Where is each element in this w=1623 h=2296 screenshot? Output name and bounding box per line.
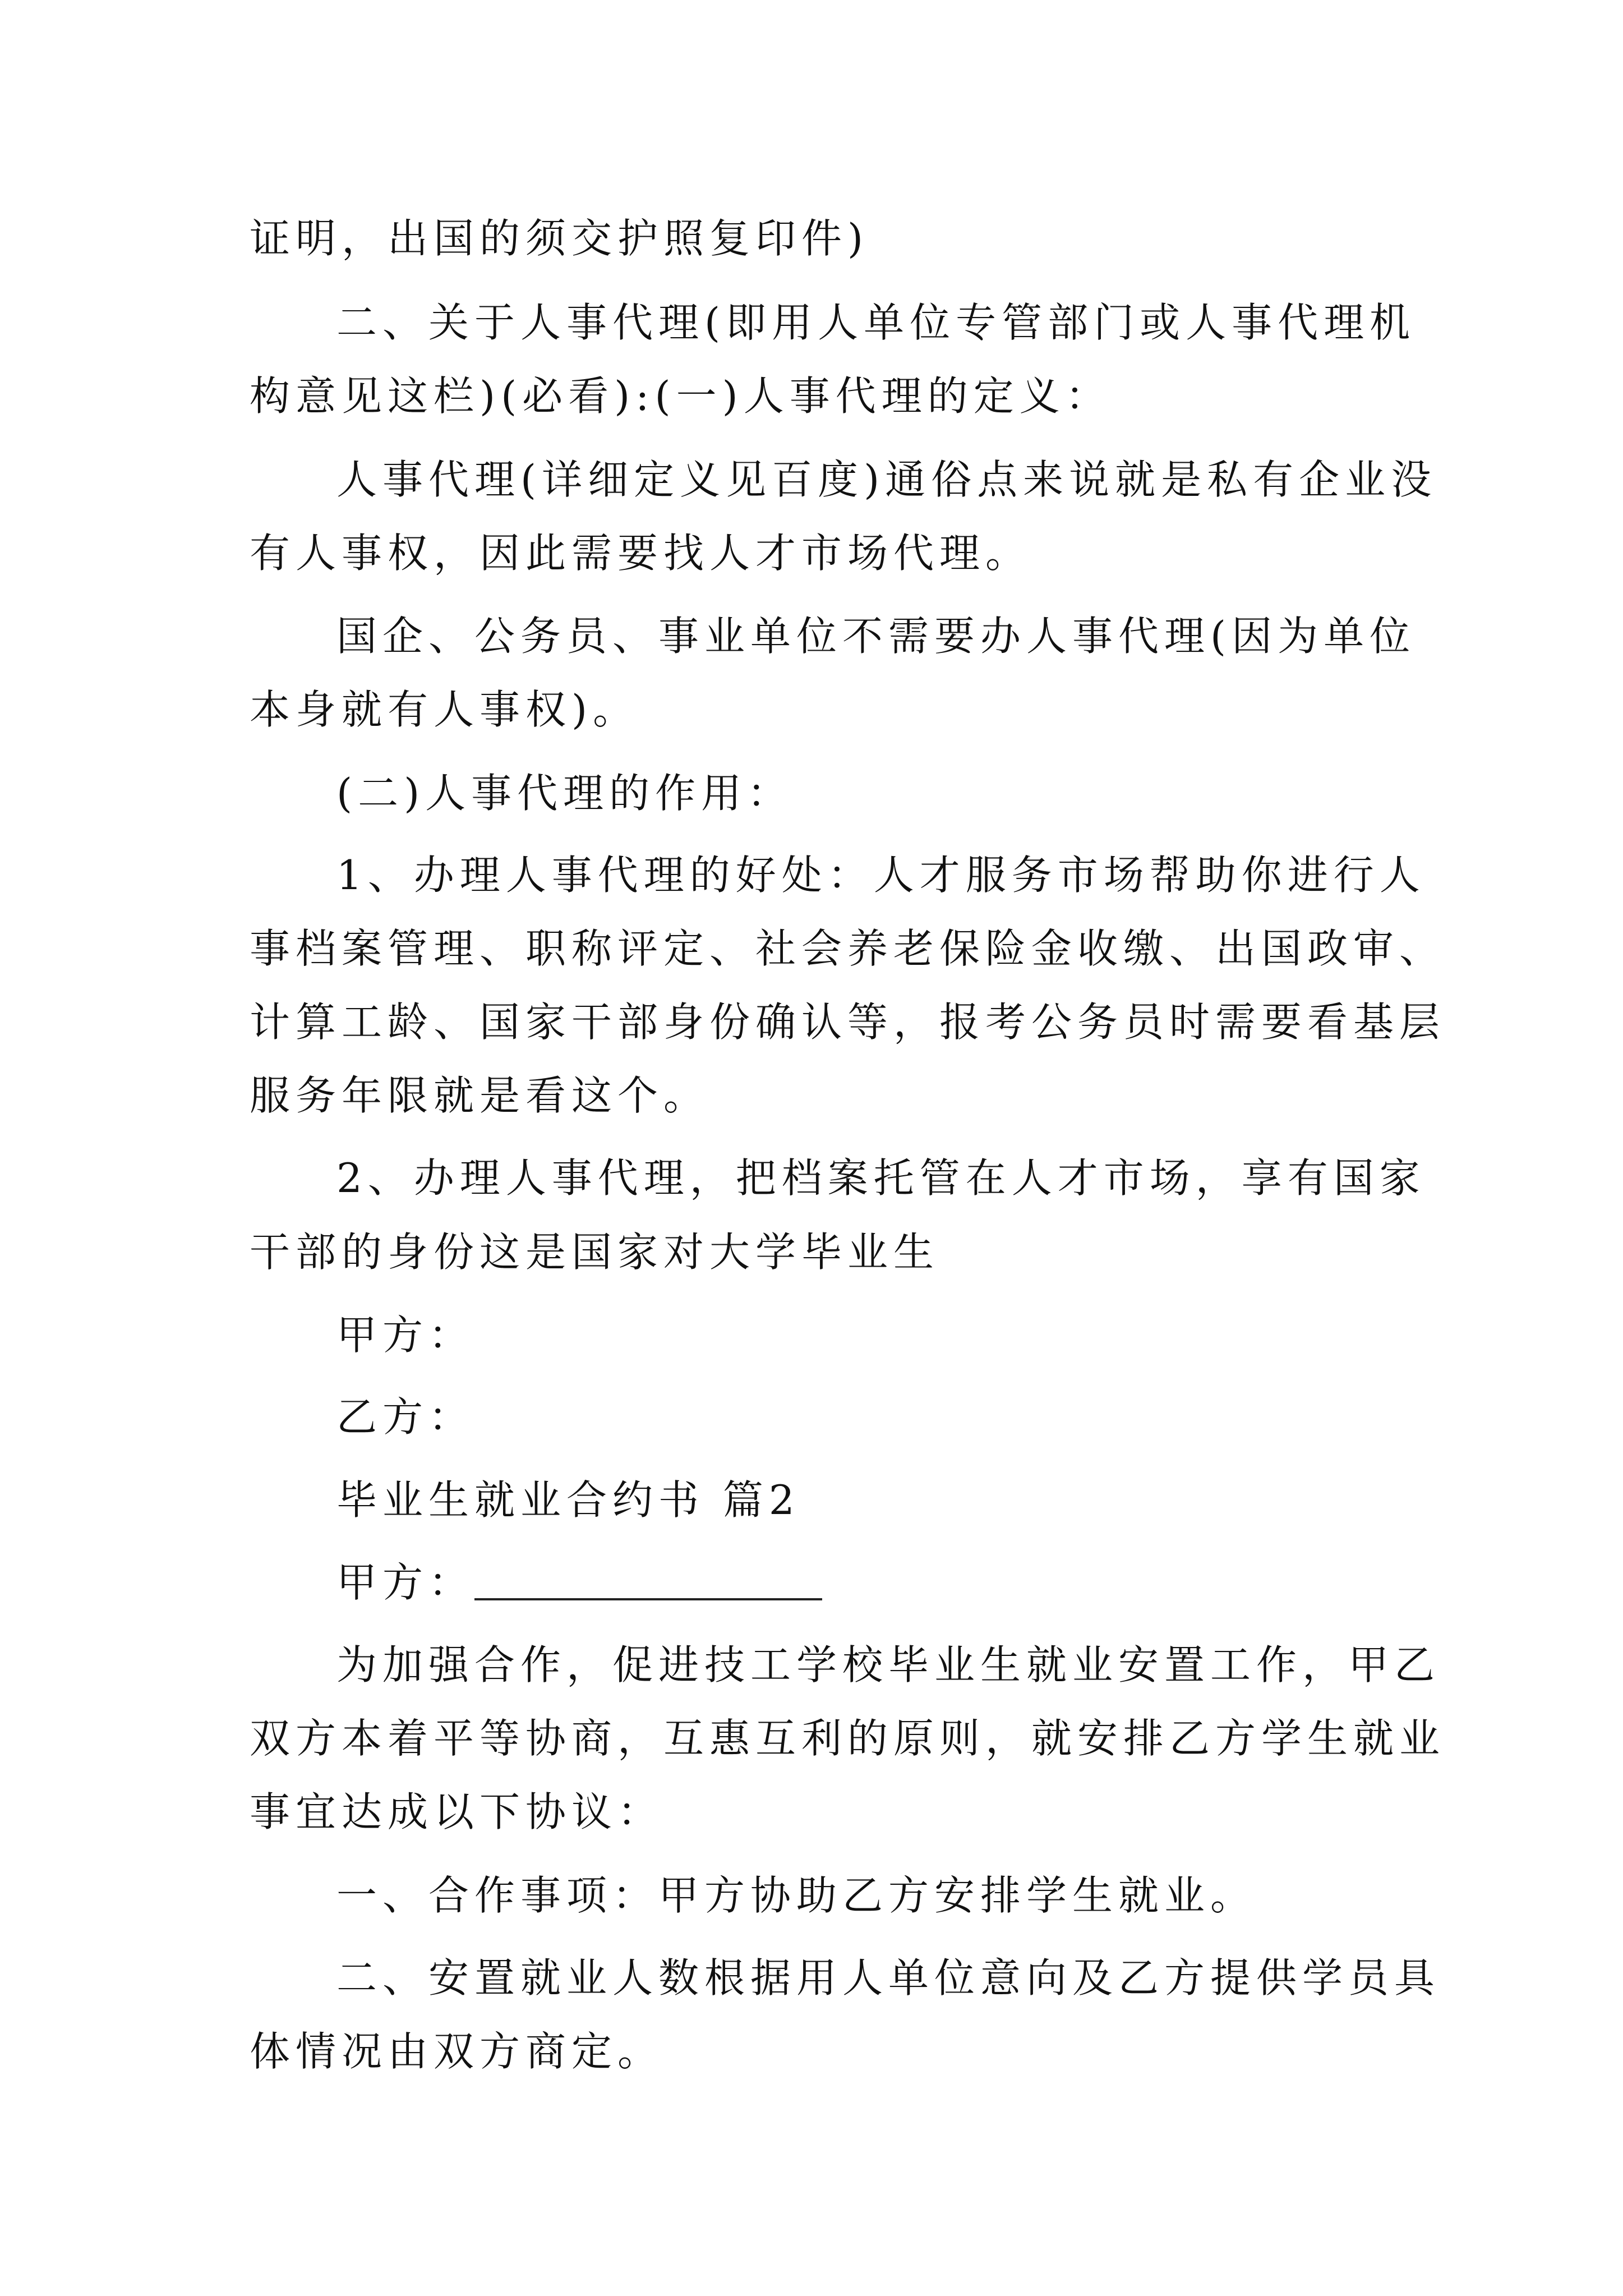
text-line: 本身就有人事权)。 [250,686,639,733]
text-line: 二、安置就业人数根据用人单位意向及乙方提供学员具 [336,1954,1441,2001]
party-a-label: 甲方： [336,1559,475,1606]
text-line: 服务年限就是看这个。 [250,1072,710,1119]
text-line: 干部的身份这是国家对大学毕业生 [250,1228,940,1276]
text-line: 构意见这栏)(必看):(一)人事代理的定义： [250,372,1112,420]
text-line: 事档案管理、职称评定、社会养老保险金收缴、出国政审、 [250,925,1446,972]
text-line: 双方本着平等协商，互惠互利的原则，就安排乙方学生就业 [250,1715,1446,1762]
party-a-blank [474,1598,822,1600]
text-line: 1、办理人事代理的好处：人才服务市场帮助你进行人 [336,852,1426,899]
text-line: 乙方： [336,1393,475,1441]
text-line: 有人事权，因此需要找人才市场代理。 [250,530,1032,577]
text-line: (二)人事代理的作用： [336,770,794,817]
text-line: 甲方： [336,1312,475,1359]
party-a-field [336,1554,822,1611]
text-line: 为加强合作，促进技工学校毕业生就业安置工作，甲乙 [336,1641,1441,1688]
text-line: 计算工龄、国家干部身份确认等，报考公务员时需要看基层 [250,999,1446,1046]
text-line: 事宜达成以下协议： [250,1788,664,1835]
text-line: 2、办理人事代理，把档案托管在人才市场，享有国家 [336,1154,1426,1202]
section-heading: 毕业生就业合约书 篇2 [336,1476,800,1524]
text-line: 体情况由双方商定。 [250,2028,664,2075]
text-line: 国企、公务员、事业单位不需要办人事代理(因为单位 [336,613,1416,660]
text-line: 证明，出国的须交护照复印件) [250,215,869,262]
text-line: 二、关于人事代理(即用人单位专管部门或人事代理机 [336,299,1416,346]
text-line: 一、合作事项：甲方协助乙方安排学生就业。 [336,1872,1257,1919]
text-line: 人事代理(详细定义见百度)通俗点来说就是私有企业没 [336,456,1437,503]
